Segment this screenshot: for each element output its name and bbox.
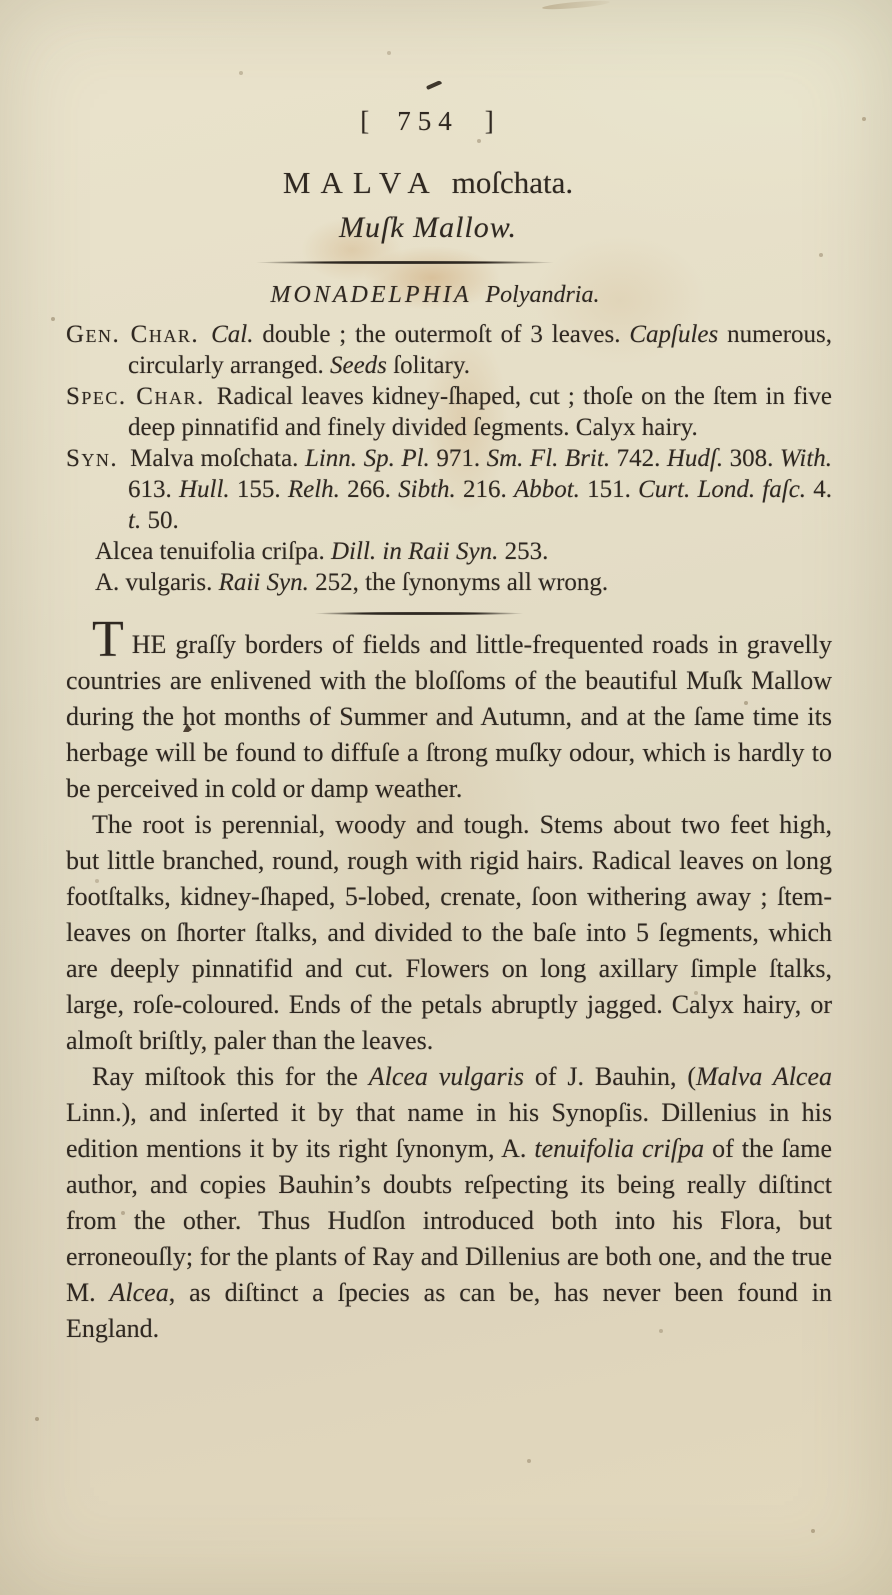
body-paragraph-2: The root is perennial, woody and tough. Stems about two feet high, but little branched, round, rough with rigid hairs. Radical leaves on long footſtalks, kidney-ſhaped, 5-lobed, crenate, ſoon withering away ; ſtem-leaves on ſhorter ſtalks, and divided to the baſe into 5 ſegments, which are deeply pinnatifid and cut. Flowers on long axillary ſimple ſtalks, large, roſe-coloured. Ends of the petals abruptly jagged. Calyx hairy, or almoſt briſtly, paler than the leaves. bbox=[66, 810, 832, 1055]
bracket-open: [ bbox=[360, 106, 372, 136]
synonymy-paragraph bbox=[66, 443, 832, 536]
drop-cap: T bbox=[92, 611, 124, 668]
species-epithet: moſchata. bbox=[451, 165, 574, 200]
text-segment: Ray miſtook this for the bbox=[92, 1062, 369, 1091]
generic-character-paragraph bbox=[66, 319, 832, 381]
text-segment: HE graſſy borders of fields and little-frequented roads in gravelly countries are enlivened with the bloſſoms of the beautiful Muſk Mallow during the hot months of Summer and Autumn, and at the ſame time its herbage will be found to diffuſe a ſtrong muſky odour, which is hardly to be perceived in cold or damp weather. bbox=[66, 630, 832, 803]
italic-segment: Malva Alcea bbox=[696, 1062, 832, 1091]
text-segment: ſolitary. bbox=[386, 352, 470, 379]
citation-segment: Dill. in Raii Syn. bbox=[331, 538, 499, 565]
citation-segment: Hull. bbox=[178, 476, 230, 503]
italic-segment: Capſules bbox=[629, 321, 719, 348]
genus-name: MALVA bbox=[282, 165, 440, 200]
citation-segment: Curt. Lond. faſc. bbox=[638, 476, 807, 503]
text-segment: A. vulgaris. bbox=[95, 569, 219, 596]
text-segment: 613. bbox=[128, 476, 179, 503]
italic-segment: Cal. bbox=[211, 321, 254, 348]
divider-rule-top bbox=[255, 261, 555, 264]
common-name: Muſk Mallow. bbox=[338, 211, 518, 244]
italic-segment: tenuifolia criſpa bbox=[534, 1134, 705, 1163]
citation-segment: Abbot. bbox=[513, 476, 580, 503]
citation-segment: Sm. Fl. Brit. bbox=[486, 445, 611, 472]
description-section bbox=[66, 611, 833, 1347]
citation-segment: Sibth. bbox=[398, 476, 456, 503]
text-segment: 4. bbox=[806, 476, 833, 503]
synonym-line-vulgaris bbox=[66, 567, 832, 598]
text-segment: 266. bbox=[339, 476, 399, 503]
text-segment: Alcea tenuifolia criſpa. bbox=[95, 538, 331, 565]
text-segment: , as diſtinct a ſpecies as can be, has never been found in England. bbox=[66, 1278, 832, 1343]
text-segment: 971. bbox=[429, 445, 487, 472]
text-segment: 216. bbox=[455, 476, 514, 503]
italic-segment: Seeds bbox=[329, 352, 387, 379]
text-segment: Linn.), and inſerted it by that name in his Synopſis. Dillenius in his edition mentions it by its right ſynonym, A. bbox=[66, 1098, 832, 1163]
citation-segment: Hudſ. bbox=[666, 445, 724, 472]
species-title bbox=[0, 165, 874, 201]
body-paragraph-3 bbox=[66, 1059, 832, 1347]
text-segment: 742. bbox=[610, 445, 667, 472]
citation-segment: Raii Syn. bbox=[218, 569, 309, 596]
body-paragraph-1 bbox=[66, 611, 832, 807]
text-segment: 253. bbox=[498, 538, 549, 565]
spec-char-label: Spec. Char. bbox=[66, 383, 205, 410]
class-name: MONADELPHIA bbox=[270, 282, 472, 308]
page-number-value: 754 bbox=[397, 106, 459, 136]
divider-rule-mid bbox=[314, 612, 524, 615]
text-segment: double ; the outermoſt of 3 leaves. bbox=[253, 321, 630, 348]
page-content bbox=[0, 261, 892, 1347]
citation-segment: Linn. Sp. Pl. bbox=[304, 445, 430, 472]
text-segment: 155. bbox=[229, 476, 288, 503]
synonym-line-alcea bbox=[66, 536, 832, 567]
page-number bbox=[0, 0, 874, 137]
citation-segment: Relh. bbox=[287, 476, 340, 503]
text-segment: of the ſame author, and copies Bauhin’s doubts reſpecting its being really diſtinct from the other. Thus Hudſon introduced both into his Flora, but erroneouſly; for the plants of Ray and Dillenius are both one, and the true M. bbox=[66, 1134, 833, 1307]
citation-segment: t. bbox=[128, 507, 142, 534]
text-segment: 151. bbox=[579, 476, 639, 503]
character-section bbox=[66, 319, 832, 598]
gen-char-label: Gen. Char. bbox=[66, 321, 200, 348]
specific-character-paragraph bbox=[66, 381, 832, 443]
text-segment: 50. bbox=[141, 507, 179, 534]
order-name: Polyandria. bbox=[485, 282, 600, 308]
bracket-close: ] bbox=[484, 106, 496, 136]
text-segment: 252, the ſynonyms all wrong. bbox=[308, 569, 609, 596]
text-segment: 308. bbox=[723, 445, 780, 472]
text-segment: Malva moſchata. bbox=[130, 445, 305, 472]
citation-segment: With. bbox=[779, 445, 833, 472]
text-segment: numerous, circularly arranged. bbox=[128, 321, 832, 379]
text-segment: Radical leaves kidney-ſhaped, cut ; thoſe on the ſtem in five deep pinnatifid and finely divided ſegments. Calyx hairy. bbox=[128, 383, 832, 441]
syn-label: Syn. bbox=[66, 445, 119, 472]
italic-segment: Alcea bbox=[109, 1278, 169, 1307]
classification-line bbox=[52, 282, 818, 309]
text-segment: of J. Bauhin, ( bbox=[524, 1062, 696, 1091]
italic-segment: Alcea vulgaris bbox=[368, 1062, 525, 1091]
page-header bbox=[0, 0, 874, 245]
